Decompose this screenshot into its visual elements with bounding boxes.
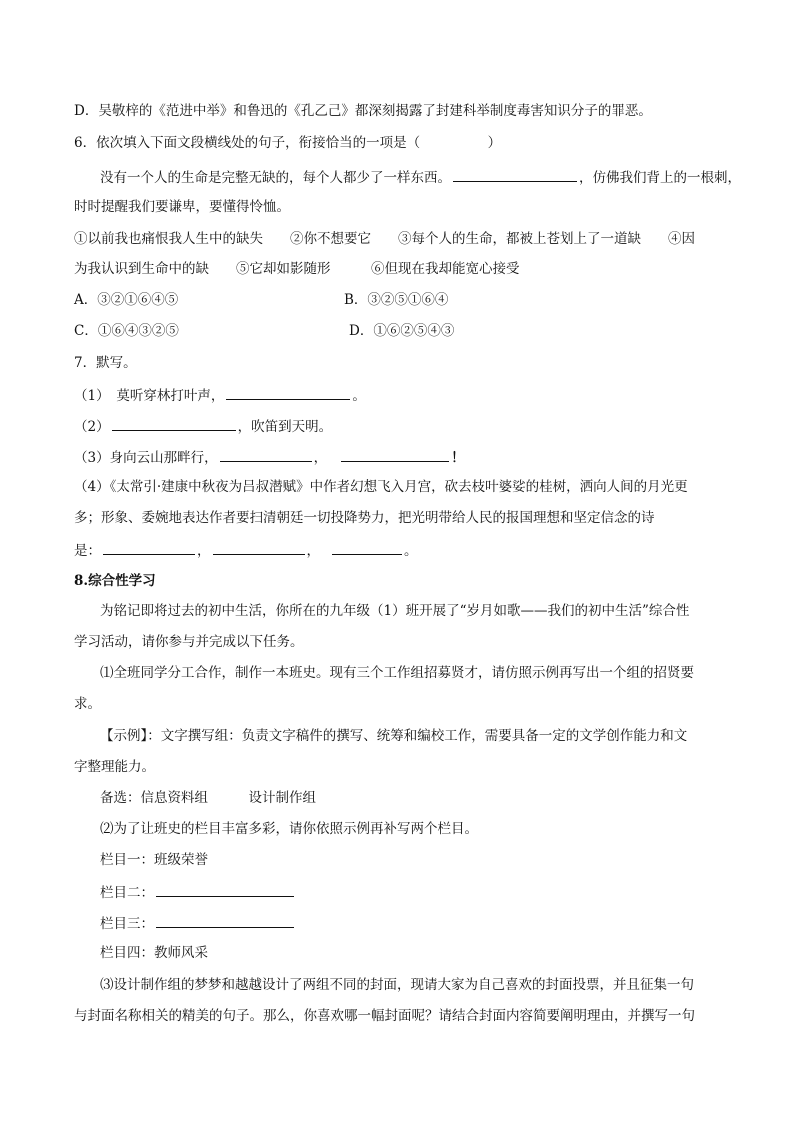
item-3-text: （3）身向云山那畔行， bbox=[74, 450, 218, 466]
answer-blank[interactable] bbox=[453, 166, 577, 182]
item-2-label: （2） bbox=[74, 419, 110, 435]
column-2 bbox=[100, 881, 734, 903]
answer-blank[interactable] bbox=[341, 446, 449, 462]
backup-groups: 备选：信息资料组 设计制作组 bbox=[100, 790, 316, 806]
answer-blank[interactable] bbox=[213, 539, 305, 555]
column-3-label: 栏目三： bbox=[100, 916, 154, 932]
answer-blank[interactable] bbox=[332, 539, 402, 555]
question-6-stem: 6．依次填入下面文段横线处的句子，衔接恰当的一项是（ ） bbox=[74, 135, 502, 151]
option-b: B．③②⑤①⑥④ bbox=[344, 292, 449, 308]
question-8-heading: 8.综合性学习 bbox=[74, 573, 156, 589]
answer-blank[interactable] bbox=[156, 912, 294, 928]
answer-blank[interactable] bbox=[112, 415, 236, 431]
question-8-task-1-line2: 求。 bbox=[74, 696, 101, 712]
question-8-intro-line1: 为铭记即将过去的初中生活，你所在的九年级（1）班开展了“岁月如歌——我们的初中生活”综合性 bbox=[100, 603, 690, 619]
example-line2: 字整理能力。 bbox=[74, 759, 155, 775]
question-7-item-4-line3 bbox=[74, 539, 734, 561]
question-6-passage-line2: 时时提醒我们要谦卑，要懂得怜恤。 bbox=[74, 199, 290, 215]
question-6-items-line2: 为我认识到生命中的缺 ⑤它却如影随形 ⑥但现在我却能宽心接受 bbox=[74, 261, 520, 277]
question-6-items-line1: ①以前我也痛恨我人生中的缺失 ②你不想要它 ③每个人的生命，都被上苍划上了一道缺 ④因 bbox=[74, 231, 695, 247]
answer-blank[interactable] bbox=[226, 384, 350, 400]
question-8-task-3-line1: ⑶设计制作组的梦梦和越越设计了两组不同的封面，现请大家为自己喜欢的封面投票，并且征集一句 bbox=[100, 977, 694, 993]
question-7-item-4-line1: （4）《太常引·建康中秋夜为吕叔潜赋》中作者幻想飞入月宫，砍去枝叶婆娑的桂树，洒向人间的月光更 bbox=[74, 479, 688, 495]
item-3-end: ！ bbox=[451, 450, 465, 466]
question-7-stem: 7．默写。 bbox=[74, 355, 137, 371]
passage-text-a: 没有一个人的生命是完整无缺的，每个人都少了一样东西。 bbox=[100, 170, 451, 186]
answer-blank[interactable] bbox=[220, 446, 312, 462]
example-line1: 【示例】：文字撰写组：负责文字稿件的撰写、统筹和编校工作，需要具备一定的文学创作能力和文 bbox=[100, 728, 688, 744]
item-4-comma-2: ， bbox=[306, 543, 320, 559]
column-4: 栏目四：教师风采 bbox=[100, 945, 208, 961]
option-d: D．吴敬梓的《范进中举》和鲁迅的《孔乙己》都深刻揭露了封建科举制度毒害知识分子的罪恶。 bbox=[74, 103, 652, 119]
item-4-label: 是： bbox=[74, 543, 101, 559]
option-a: A．③②①⑥④⑤ bbox=[74, 292, 179, 308]
question-8-task-3-line2: 与封面名称相关的精美的句子。那么，你喜欢哪一幅封面呢？请结合封面内容简要阐明理由，并撰写一句 bbox=[74, 1008, 695, 1024]
item-4-comma-1: ， bbox=[197, 543, 211, 559]
question-8-intro-line2: 学习活动，请你参与并完成以下任务。 bbox=[74, 634, 304, 650]
question-7-item-1 bbox=[74, 384, 734, 406]
question-8-task-2: ⑵为了让班史的栏目丰富多彩，请你依照示例再补写两个栏目。 bbox=[100, 821, 478, 837]
option-c: C．①⑥④③②⑤ bbox=[74, 323, 179, 339]
option-d-sequence: D．①⑥②⑤④③ bbox=[349, 323, 455, 339]
question-6-passage-line1 bbox=[100, 166, 741, 188]
column-2-label: 栏目二： bbox=[100, 885, 154, 901]
passage-text-b: ，仿佛我们背上的一根刺， bbox=[579, 170, 741, 186]
question-8-task-1-line1: ⑴全班同学分工合作，制作一本班史。现有三个工作组招募贤才，请仿照示例再写出一个组的招贤要 bbox=[100, 665, 694, 681]
question-7-item-2 bbox=[74, 415, 734, 437]
item-4-end: 。 bbox=[404, 543, 418, 559]
answer-blank[interactable] bbox=[156, 881, 294, 897]
item-1-text: （1） 莫听穿林打叶声， bbox=[74, 388, 225, 404]
item-1-end: 。 bbox=[352, 388, 366, 404]
column-1: 栏目一：班级荣誉 bbox=[100, 852, 208, 868]
item-2-text: ，吹笛到天明。 bbox=[237, 419, 333, 435]
question-7-item-3 bbox=[74, 446, 734, 468]
question-7-item-4-line2: 多；形象、委婉地表达作者要扫清朝廷一切投降势力，把光明带给人民的报国理想和坚定信念的诗 bbox=[74, 510, 655, 526]
answer-blank[interactable] bbox=[103, 539, 195, 555]
item-3-comma: ， bbox=[313, 450, 328, 466]
column-3 bbox=[100, 912, 734, 934]
